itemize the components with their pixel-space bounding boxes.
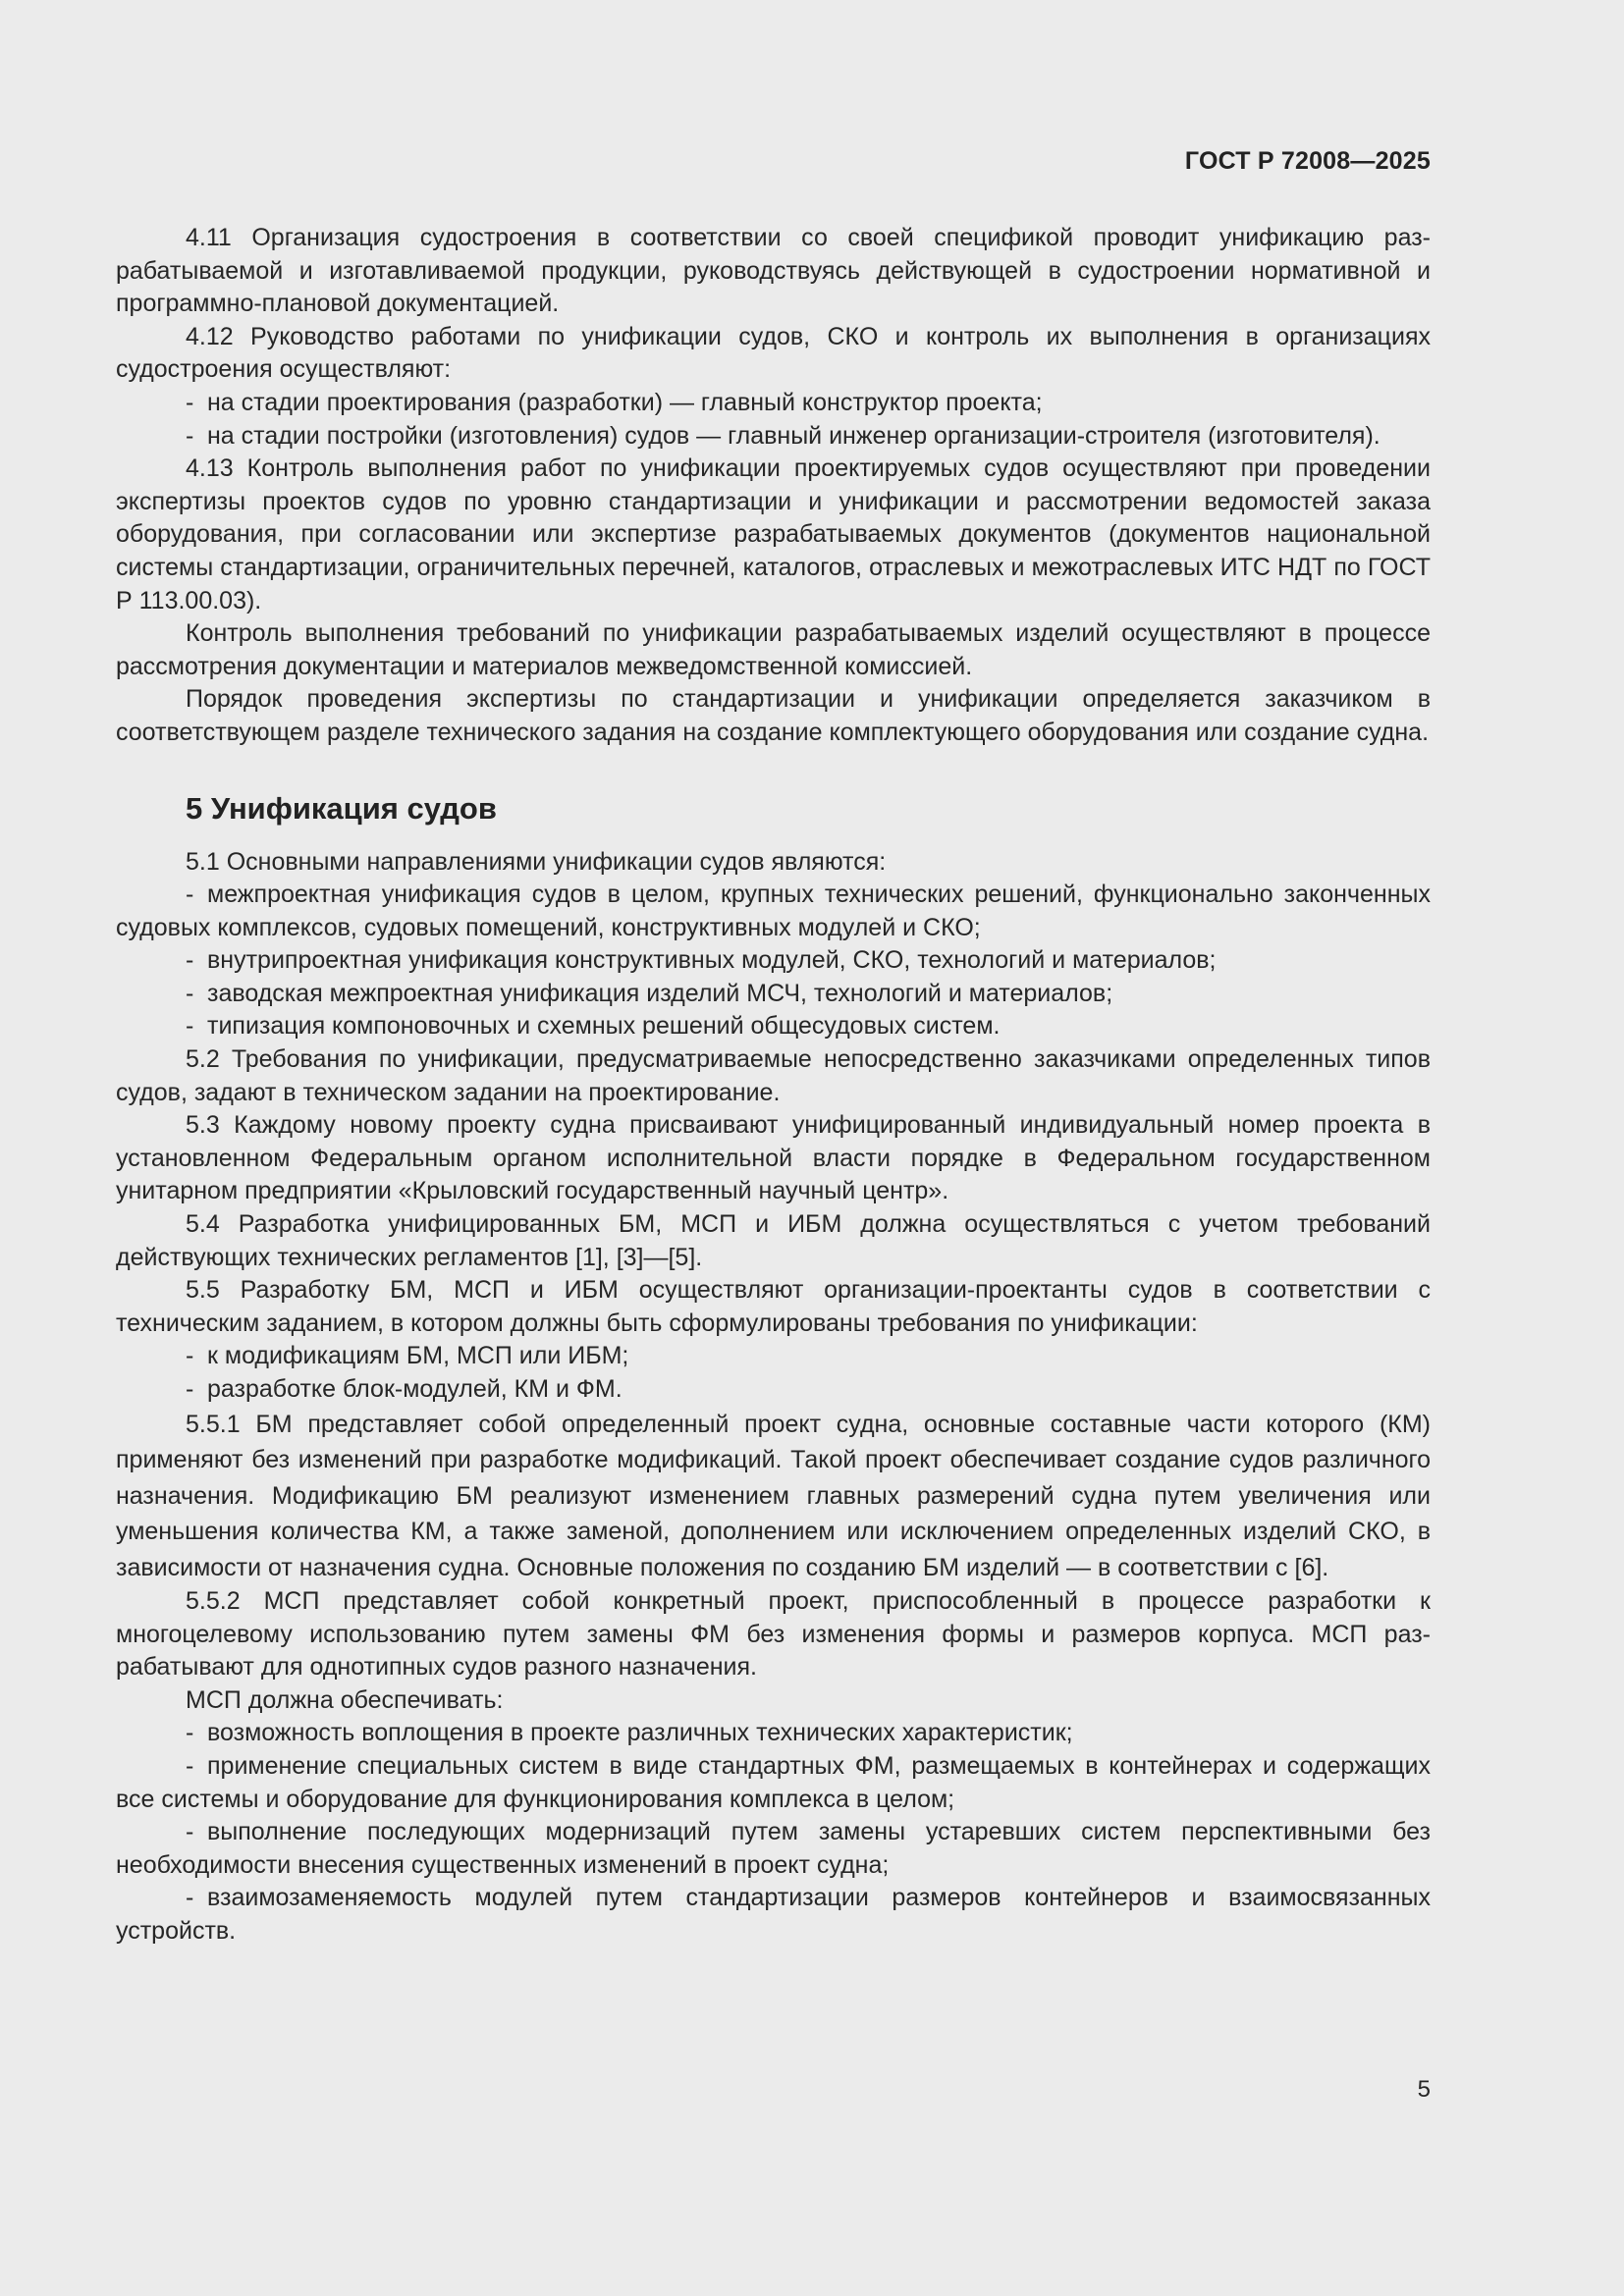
list-item: - внутрипроектная унификация конструктивных модулей, СКО, технологий и материалов; (116, 944, 1431, 978)
clause-5-5: 5.5 Разработку БМ, МСП и ИБМ осуществляют организации-проектанты судов в соответствии с техническим заданием, в котором должны быть сформулированы требования по унификации: (116, 1276, 1431, 1337)
section-heading: 5 Унификация судов (186, 790, 497, 826)
clause-5-5-1: 5.5.1 БМ представляет собой определенный проект судна, основные составные части которого (КМ) применяют без изменений при разработке модификаций. Такой проект обеспечивает создание судов различного назначения. Модификацию БМ реализуют изменением главных размерений судна путем увеличения или уменьшения количества КМ, а также заменой, дополнением или исключением определенных изделий СКО, в зависимости от назначения судна. Основные положения по созданию БМ изделий — в соответствии с [6]. (116, 1410, 1431, 1581)
list-dash: - (186, 1719, 194, 1747)
clause-4-11: 4.11 Организация судостроения в соответствии со своей спецификой проводит унификацию разрабатываемой и изготавливаемой продукции, руководствуясь действующей в судостроении нормативной и программно-плановой документацией. (116, 224, 1431, 318)
page-number: 5 (1417, 2076, 1431, 2103)
list-dash: - (186, 1752, 194, 1781)
paragraph: Порядок проведения экспертизы по стандартизации и унификации определяется заказчиком в соответствующем разделе технического задания на создание комплектующего оборудования или создание судна. (116, 685, 1431, 746)
list-item: - выполнение последующих модернизаций путем замены устаревших систем перспективными без необходимости внесения существенных изменений в проект судна; (116, 1818, 1431, 1879)
list-dash: - (186, 1342, 194, 1370)
list-item: - возможность воплощения в проекте различных технических характеристик; (116, 1717, 1431, 1750)
list-dash: - (186, 1884, 194, 1912)
clause-4-12: 4.12 Руководство работами по унификации судов, СКО и контроль их выполнения в организациях судостроения осуществляют: (116, 322, 1431, 384)
list-dash: - (186, 388, 194, 416)
clause-5-4: 5.4 Разработка унифицированных БМ, МСП и ИБМ должна осуществляться с учетом требований действующих технических регламентов [1], [3]—[5]. (116, 1210, 1431, 1271)
paragraph: МСП должна обеспечивать: (186, 1685, 504, 1714)
paragraph: Контроль выполнения требований по унификации разрабатываемых изделий осуществляют в процессе рассмотрения документации и материалов межведомственной комиссией. (116, 619, 1431, 680)
clause-5-5-2: 5.5.2 МСП представляет собой конкретный проект, приспособленный в процессе разработки к многоцелевому использованию путем замены ФМ без изменения формы и размеров корпуса. МСП разрабатывают для однотипных судов разного назначения. (116, 1587, 1431, 1682)
clause-5-3: 5.3 Каждому новому проекту судна присваивают унифицированный индивидуальный номер проекта в установленном Федеральным органом исполнительной власти порядке в Федеральном государственном унитарном предприятии «Крыловский государственный научный центр». (116, 1111, 1431, 1205)
clause-5-2: 5.2 Требования по унификации, предусматриваемые непосредственно заказчиками определенных типов судов, задают в техническом задании на проектирование. (116, 1045, 1431, 1106)
list-dash: - (186, 421, 194, 450)
clause-4-13: 4.13 Контроль выполнения работ по унификации проектируемых судов осуществляют при проведении экспертизы проектов судов по уровню стандартизации и унификации и рассмотрении ведомостей заказа оборудования, при согласовании или экспертизе разрабатываемых документов (документов национальной системы стандартизации, ограничительных перечней, каталогов, отраслевых и межотраслевых ИТС НДТ по ГОСТ Р 113.00.03). (116, 454, 1431, 614)
list-item: - на стадии проектирования (разработки) — главный конструктор проекта; (116, 387, 1431, 420)
list-item: - на стадии постройки (изготовления) судов — главный инженер организации-строителя (изготовителя). (116, 420, 1431, 454)
clause-5-1: 5.1 Основными направлениями унификации судов являются: (186, 847, 887, 876)
list-item: - типизация компоновочных и схемных решений общесудовых систем. (116, 1010, 1431, 1043)
list-dash: - (186, 1012, 194, 1041)
list-item: - межпроектная унификация судов в целом, крупных технических решений, функционально законченных судовых комплексов, судовых помещений, конструктивных модулей и СКО; (116, 881, 1431, 941)
list-dash: - (186, 881, 194, 909)
list-item: - разработке блок-модулей, КМ и ФМ. (116, 1373, 1431, 1407)
list-dash: - (186, 946, 194, 975)
document-code-header: ГОСТ Р 72008—2025 (1184, 147, 1431, 175)
list-item: - к модификациям БМ, МСП или ИБМ; (116, 1340, 1431, 1373)
list-dash: - (186, 1818, 194, 1846)
list-dash: - (186, 979, 194, 1007)
list-item: - заводская межпроектная унификация изделий МСЧ, технологий и материалов; (116, 978, 1431, 1011)
list-item: - взаимозаменяемость модулей путем стандартизации размеров контейнеров и взаимосвязанных устройств. (116, 1884, 1431, 1946)
page-body (116, 222, 1431, 1949)
list-dash: - (186, 1375, 194, 1403)
list-item: - применение специальных систем в виде стандартных ФМ, размещаемых в контейнерах и содержащих все системы и оборудование для функционирования комплекса в целом; (116, 1752, 1431, 1813)
